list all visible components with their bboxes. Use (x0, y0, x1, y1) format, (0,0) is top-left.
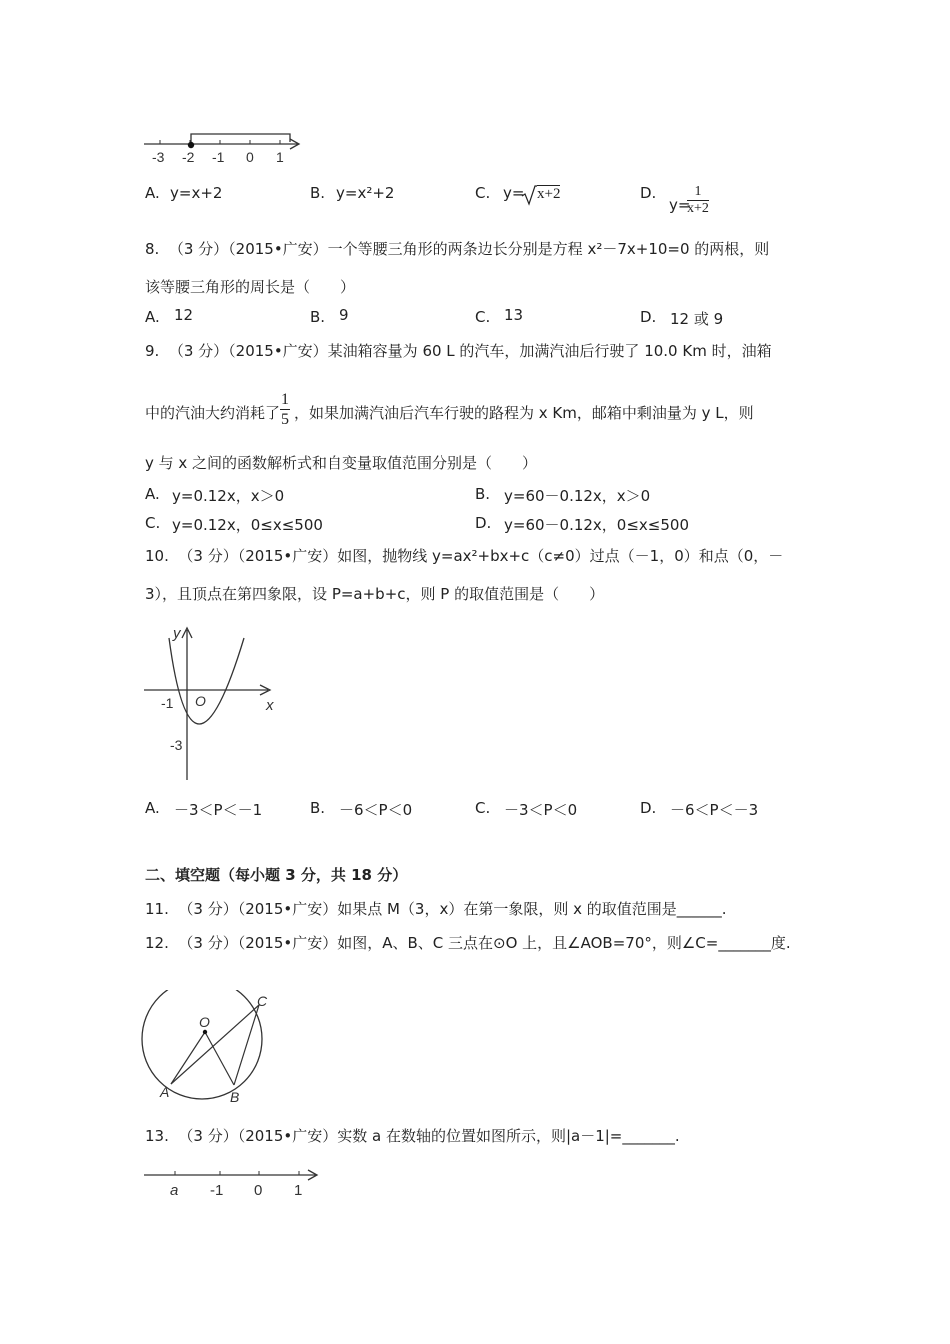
q12-circle-figure (135, 990, 285, 1110)
q10-stem-line1: 10. （3 分）（2015•广安）如图，抛物线 y=ax²+bx+c（c≠0）过点（－1，0）和点（0，－ (145, 547, 784, 565)
y-tick-label: -3 (170, 737, 183, 753)
section-title: 二、填空题（每小题 3 分，共 18 分） (145, 866, 408, 884)
q9-option-b-label: B. (475, 485, 491, 503)
fraction-numerator: 1 (687, 184, 709, 201)
x-tick-label: -1 (161, 695, 174, 711)
fraction-denominator: 5 (281, 411, 289, 428)
y-axis-label: y (173, 625, 181, 642)
segment-ac (171, 1005, 259, 1084)
q13-stem: 13. （3 分）（2015•广安）实数 a 在数轴的位置如图所示，则|a－1|=_______. (145, 1127, 680, 1145)
q9-option-a-text: y=0.12x，x＞0 (172, 487, 285, 505)
point-b-label: B (230, 1089, 240, 1105)
x-axis-label: x (266, 697, 274, 714)
q7-option-c-radicand: x+2 (537, 186, 561, 202)
q8-option-c-text: 13 (504, 306, 524, 324)
q7-option-c-label: C. (475, 184, 491, 202)
q10-option-a-label: A. (145, 799, 160, 817)
q11-stem: 11. （3 分）（2015•广安）如果点 M（3，x）在第一象限，则 x 的取值范围是______. (145, 900, 727, 918)
q7-option-b-text: y=x²+2 (336, 184, 395, 202)
q9-option-a-label: A. (145, 485, 160, 503)
q9-option-c-label: C. (145, 514, 161, 532)
q10-option-d-text: －6＜P＜－3 (670, 801, 759, 819)
tick-label: -1 (210, 1182, 224, 1199)
q9-stem-line2-pre: 中的汽油大约消耗了 (145, 404, 281, 422)
q7-option-b-label: B. (310, 184, 326, 202)
q9-option-d-label: D. (475, 514, 492, 532)
q9-fraction (280, 390, 290, 429)
q9-option-c-text: y=0.12x，0≤x≤500 (172, 516, 323, 534)
q8-stem-line2: 该等腰三角形的周长是（ ） (145, 278, 356, 296)
fraction-numerator: 1 (281, 391, 289, 408)
q10-stem-line2: 3），且顶点在第四象限，设 P=a+b+c，则 P 的取值范围是（ ） (145, 585, 605, 603)
parabola-curve (169, 638, 244, 724)
q7-option-d-fraction (687, 184, 709, 217)
q8-option-c-label: C. (475, 308, 491, 326)
q8-stem-line1: 8. （3 分）（2015•广安）一个等腰三角形的两条边长分别是方程 x²－7x+10=0 的两根，则 (145, 240, 770, 258)
q8-option-b-text: 9 (339, 306, 349, 324)
q9-stem-line1: 9. （3 分）（2015•广安）某油箱容量为 60 L 的汽车，加满汽油后行驶了 10.0 Km 时，油箱 (145, 342, 772, 360)
tick-label: 1 (294, 1182, 303, 1199)
q7-option-d-label: D. (640, 184, 657, 202)
q10-option-d-label: D. (640, 799, 657, 817)
tick-label: 1 (276, 149, 284, 165)
q10-option-b-label: B. (310, 799, 326, 817)
q8-option-b-label: B. (310, 308, 326, 326)
q7-option-c-pre: y= (503, 184, 525, 202)
tick-label: 0 (254, 1182, 263, 1199)
point-o-label: O (199, 1014, 210, 1030)
origin-label: O (195, 693, 206, 709)
q10-option-a-text: －3＜P＜－1 (174, 801, 263, 819)
q8-option-d-label: D. (640, 308, 657, 326)
sqrt-sign-icon (521, 184, 537, 206)
tick-label: 0 (246, 149, 254, 165)
q9-stem-line3: y 与 x 之间的函数解析式和自变量取值范围分别是（ ） (145, 454, 538, 472)
tick-label: -2 (182, 149, 195, 165)
tick-label: -3 (152, 149, 165, 165)
q7-number-line (140, 128, 310, 168)
q13-number-line (140, 1163, 330, 1203)
q12-stem: 12. （3 分）（2015•广安）如图，A、B、C 三点在⊙O 上，且∠AOB=70°，则∠C=_______度. (145, 934, 791, 952)
circle-o (142, 990, 262, 1099)
tick-label: -1 (212, 149, 225, 165)
q9-option-b-text: y=60－0.12x，x＞0 (504, 487, 651, 505)
tick-label: a (170, 1182, 179, 1199)
center-point (203, 1030, 207, 1034)
q9-option-d-text: y=60－0.12x，0≤x≤500 (504, 516, 689, 534)
q10-option-b-text: －6＜P＜0 (339, 801, 413, 819)
point-c-label: C (257, 993, 268, 1009)
q10-option-c-label: C. (475, 799, 491, 817)
q8-option-a-label: A. (145, 308, 160, 326)
q7-option-a-label: A. (145, 184, 160, 202)
q7-option-d-pre: y= (669, 196, 691, 214)
q10-parabola-graph (140, 622, 290, 782)
q8-option-d-text: 12 或 9 (670, 310, 724, 328)
point-a-label: A (160, 1084, 170, 1100)
q7-option-a-text: y=x+2 (170, 184, 223, 202)
q10-option-c-text: －3＜P＜0 (504, 801, 578, 819)
q9-stem-line2-post: ，如果加满汽油后汽车行驶的路程为 x Km，邮箱中剩油量为 y L，则 (294, 404, 754, 422)
fraction-denominator: x+2 (687, 201, 709, 216)
q8-option-a-text: 12 (174, 306, 194, 324)
